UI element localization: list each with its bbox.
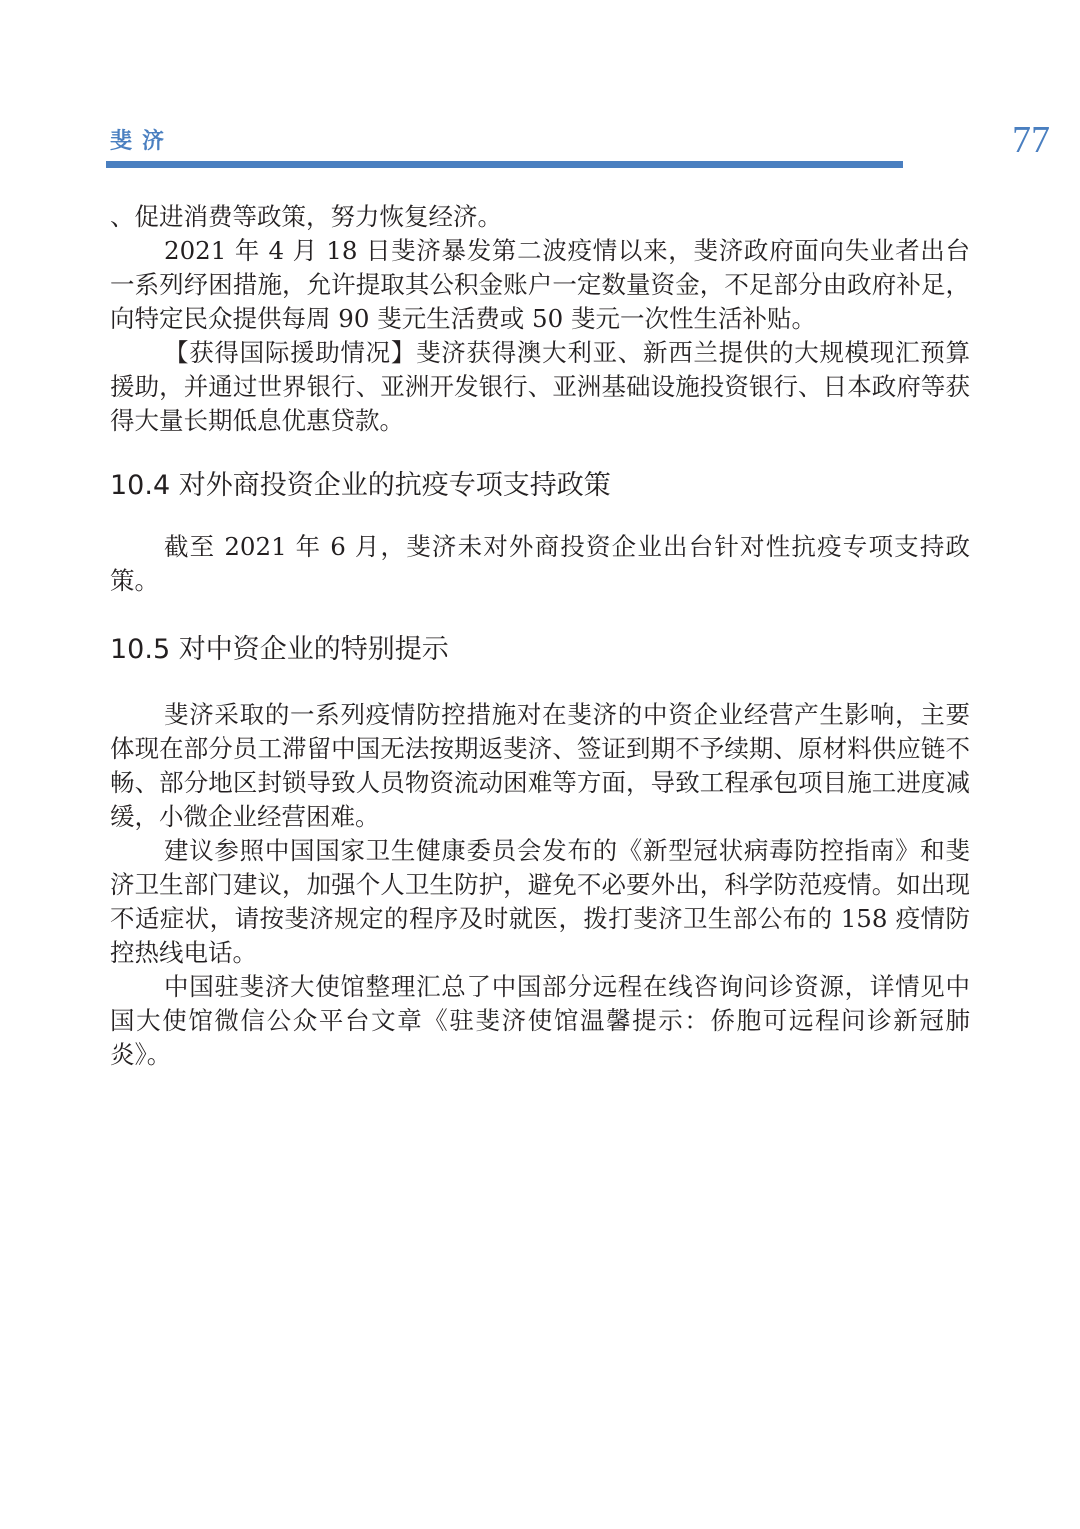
paragraph-embassy-resources: 中国驻斐济大使馆整理汇总了中国部分远程在线咨询问诊资源，详情见中国大使馆微信公众平台文章《驻斐济使馆温馨提示：侨胞可远程问诊新冠肺炎》。 [110, 972, 970, 1069]
page-number: 77 [1012, 119, 1050, 161]
paragraph-relief-measures: 2021 年 4 月 18 日斐济暴发第二波疫情以来，斐济政府面向失业者出台一系列纾困措施，允许提取其公积金账户一定数量资金，不足部分由政府补足，向特定民众提供每周 90 斐元生活费或 50 斐元一次性生活补贴。 [110, 236, 970, 333]
paragraph-impact: 斐济采取的一系列疫情防控措施对在斐济的中资企业经营产生影响，主要体现在部分员工滞留中国无法按期返斐济、签证到期不予续期、原材料供应链不畅、部分地区封锁导致人员物资流动困难等方面，导致工程承包项目施工进度减缓，小微企业经营困难。 [110, 700, 970, 831]
section-heading-10-5: 10.5 对中资企业的特别提示 [110, 634, 449, 665]
paragraph-foreign-investment-policy: 截至 2021 年 6 月，斐济未对外商投资企业出台针对性抗疫专项支持政策。 [110, 532, 970, 595]
paragraph-international-aid: 【获得国际援助情况】斐济获得澳大利亚、新西兰提供的大规模现汇预算援助，并通过世界银行、亚洲开发银行、亚洲基础设施投资银行、日本政府等获得大量长期低息优惠贷款。 [110, 338, 970, 435]
running-head: 斐济 [110, 129, 175, 154]
header-rule [106, 161, 903, 168]
section-heading-10-4: 10.4 对外商投资企业的抗疫专项支持政策 [110, 470, 611, 501]
page-body [110, 200, 970, 1072]
paragraph-continuation: 、促进消费等政策，努力恢复经济。 [110, 202, 502, 231]
paragraph-advice: 建议参照中国国家卫生健康委员会发布的《新型冠状病毒防控指南》和斐济卫生部门建议，加强个人卫生防护，避免不必要外出，科学防范疫情。如出现不适症状，请按斐济规定的程序及时就医，拨打斐济卫生部公布的 158 疫情防控热线电话。 [110, 836, 970, 967]
